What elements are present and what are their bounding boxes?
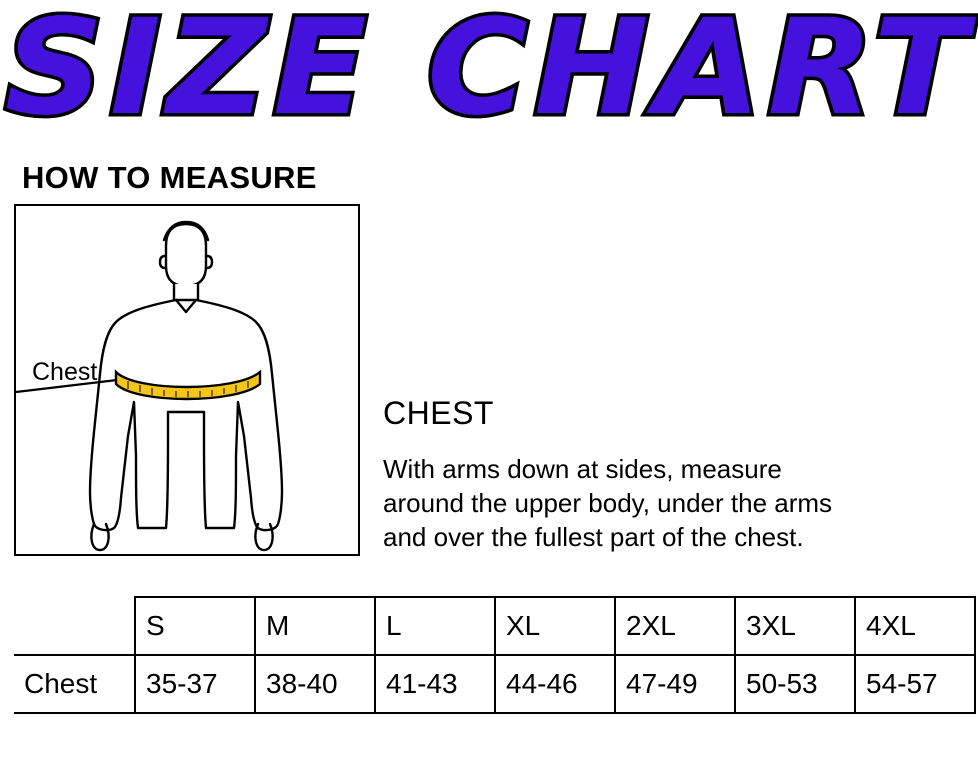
- description-line-3: and over the fullest part of the chest.: [383, 522, 804, 552]
- chest-value-2xl: 47-49: [615, 655, 735, 713]
- page-title: SIZE CHART: [4, 0, 974, 145]
- size-header-2xl: 2XL: [615, 597, 735, 655]
- chest-value-3xl: 50-53: [735, 655, 855, 713]
- table-corner-cell: [14, 597, 135, 655]
- chest-callout-label: Chest: [32, 358, 98, 386]
- chest-value-s: 35-37: [135, 655, 255, 713]
- how-to-measure-heading: HOW TO MEASURE: [22, 160, 317, 195]
- size-header-l: L: [375, 597, 495, 655]
- chest-value-xl: 44-46: [495, 655, 615, 713]
- description-body: [383, 452, 971, 554]
- table-header-row: [14, 597, 975, 655]
- description-heading: CHEST: [383, 395, 494, 431]
- description-line-1: With arms down at sides, measure: [383, 454, 782, 484]
- size-header-3xl: 3XL: [735, 597, 855, 655]
- chest-value-4xl: 54-57: [855, 655, 975, 713]
- size-header-xl: XL: [495, 597, 615, 655]
- row-label-chest: Chest: [14, 655, 135, 713]
- size-header-4xl: 4XL: [855, 597, 975, 655]
- description-line-2: around the upper body, under the arms: [383, 488, 833, 518]
- page-title-banner: [0, 0, 978, 145]
- size-header-s: S: [135, 597, 255, 655]
- size-header-m: M: [255, 597, 375, 655]
- size-chart-table: [14, 596, 976, 714]
- table-row: [14, 655, 975, 713]
- chest-value-m: 38-40: [255, 655, 375, 713]
- chest-value-l: 41-43: [375, 655, 495, 713]
